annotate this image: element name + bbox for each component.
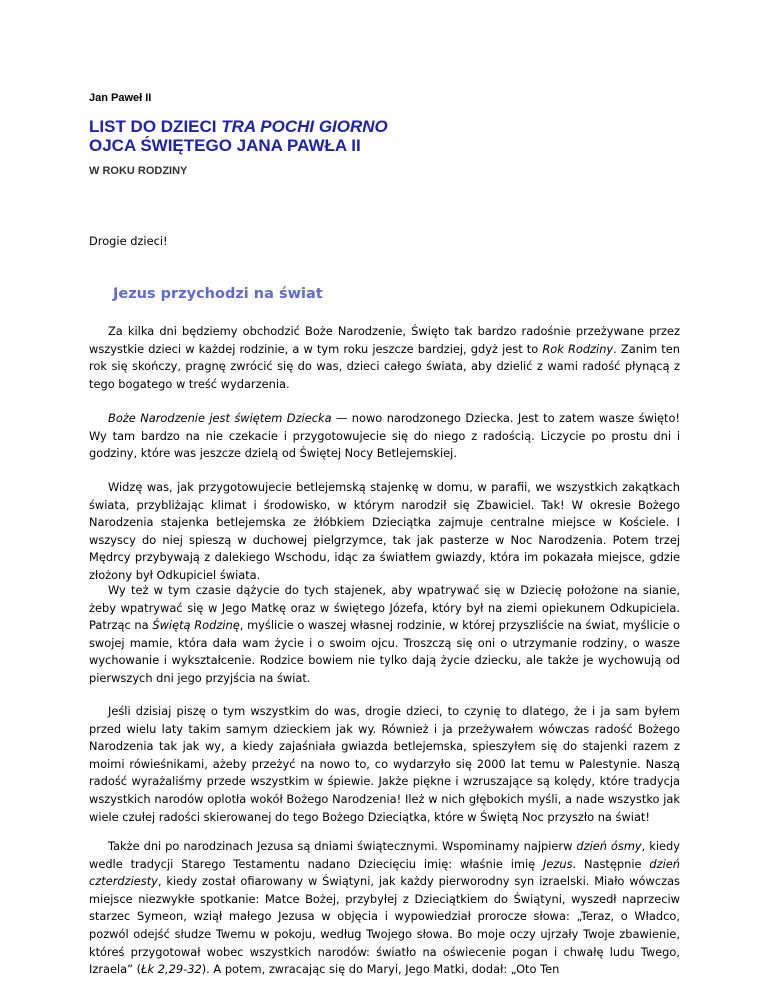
document-subtitle: W ROKU RODZINY — [89, 165, 188, 177]
greeting: Drogie dzieci! — [89, 234, 168, 248]
title-line-2: OJCA ŚWIĘTEGO JANA PAWŁA II — [89, 136, 361, 155]
paragraph-2: Boże Narodzenie jest świętem Dziecka — nowo narodzonego Dziecka. Jest to zatem wasze święto! Wy tam bardzo na nie czekacie i przygotowujecie się do niego z radością. Liczycie po prostu dni i godziny, które was jeszcze dzielą od Świętej Nocy Betlejemskiej. — [89, 411, 681, 461]
title-italic: TRA POCHI GIORNO — [221, 117, 388, 136]
paragraph-6: Także dni po narodzinach Jezusa są dniami świątecznymi. Wspominamy najpierw dzień ósmy, kiedy wedle tradycji Starego Testamentu nadano Dziecięciu imię: właśnie imię Jezus. Następnie dzień czterdziesty, kiedy został ofiarowany w Świątyni, jak każdy pierworodny syn izraelski. Miało wówczas miejsce niezwykłe spotkanie: Matce Bożej, przybyłej z Dzieciątkiem do Świątyni, wyszedł naprzeciw starzec Symeon, wziął małego Jezusa w objęcia i wypowiedział prorocze słowa: „Teraz, o Władco, pozwól odejść słudze Twemu w pokoju, według Twojego słowa. Bo moje oczy ujrzały Twoje zbawienie, któreś przygotował wobec wszystkich narodów: światło na oświecenie pogan i chwałę ludu Twego, Izraela” (Łk 2,29-32). A potem, zwracając się do Maryi, Jego Matki, dodał: „Oto Ten — [89, 839, 680, 977]
paragraph-5: Jeśli dzisiaj piszę o tym wszystkim do was, drogie dzieci, to czynię to dlatego, że i ja sam byłem przed wielu laty takim samym dzieckiem jak wy. Również i ja przeżywałem wówczas radość Bożego Narodzenia tak jak wy, a kiedy zajaśniała gwiazda betlejemska, spieszyłem się do stajenki razem z moimi rówieśnikami, ażeby przeżyć na nowo to, co wydarzyło się 2000 lat temu w Palestynie. Naszą radość wyrażaliśmy przede wszystkim w śpiewie. Jakże piękne i wzruszające są kolędy, które tradycja wszystkich narodów oplotła wokół Bożego Narodzenia! Ileż w nich głębokich myśli, a nade wszystko jak wiele czułej radości skierowanej do tego Bożego Dzieciątka, które w Świętą Noc przyszło na świat! — [89, 704, 680, 824]
paragraph-1: Za kilka dni będziemy obchodzić Boże Narodzenie, Święto tak bardzo radośnie przeżywane przez wszystkie dzieci w każdej rodzinie, a w tym roku jeszcze bardziej, gdyż jest to Rok Rodziny. Zanim ten rok się skończy, pragnę zwrócić się do was, dzieci całego świata, aby dzielić z wami radość płynącą z tego bogatego w treść wydarzenia. — [89, 324, 680, 391]
paragraph-4: Wy też w tym czasie dążycie do tych stajenek, aby wpatrywać się w Dziecię położone na sianie, żeby wpatrywać się w Jego Matkę oraz w świętego Józefa, który był na ziemi opiekunem Odkupiciela. Patrząc na Świętą Rodzinę, myślicie o waszej własnej rodzinie, w której przyszliście na świat, myślicie o swojej mamie, która dała wam życie i o swoim ojcu. Troszczą się oni o utrzymanie rodziny, o wasze wychowanie i wykształcenie. Rodzice bowiem nie tylko dają życie dziecku, ale także je wychowują od pierwszych dni jego przyjścia na świat. — [89, 583, 680, 685]
section-heading: Jezus przychodzi na świat — [113, 286, 323, 302]
author-line: Jan Paweł II — [89, 92, 152, 104]
title-prefix: LIST DO DZIECI — [89, 117, 222, 136]
paragraph-3: Widzę was, jak przygotowujecie betlejemską stajenkę w domu, w parafii, we wszystkich zakątkach świata, przybliżając klimat i środowisko, w którym narodził się Zbawiciel. Tak! W okresie Bożego Narodzenia stajenka betlejemska ze żłóbkiem Dzieciątka zajmuje centralne miejsce w Kościele. I wszyscy do niej spieszą w duchowej pielgrzymce, tak jak pasterze w Noc Narodzenia. Potem trzej Mędrcy przybywają z dalekiego Wschodu, idąc za światłem gwiazdy, która im pokazała miejsce, gdzie złożony był Odkupiciel świata. — [89, 480, 680, 582]
document-title — [89, 117, 388, 155]
title-line-1 — [89, 117, 388, 136]
